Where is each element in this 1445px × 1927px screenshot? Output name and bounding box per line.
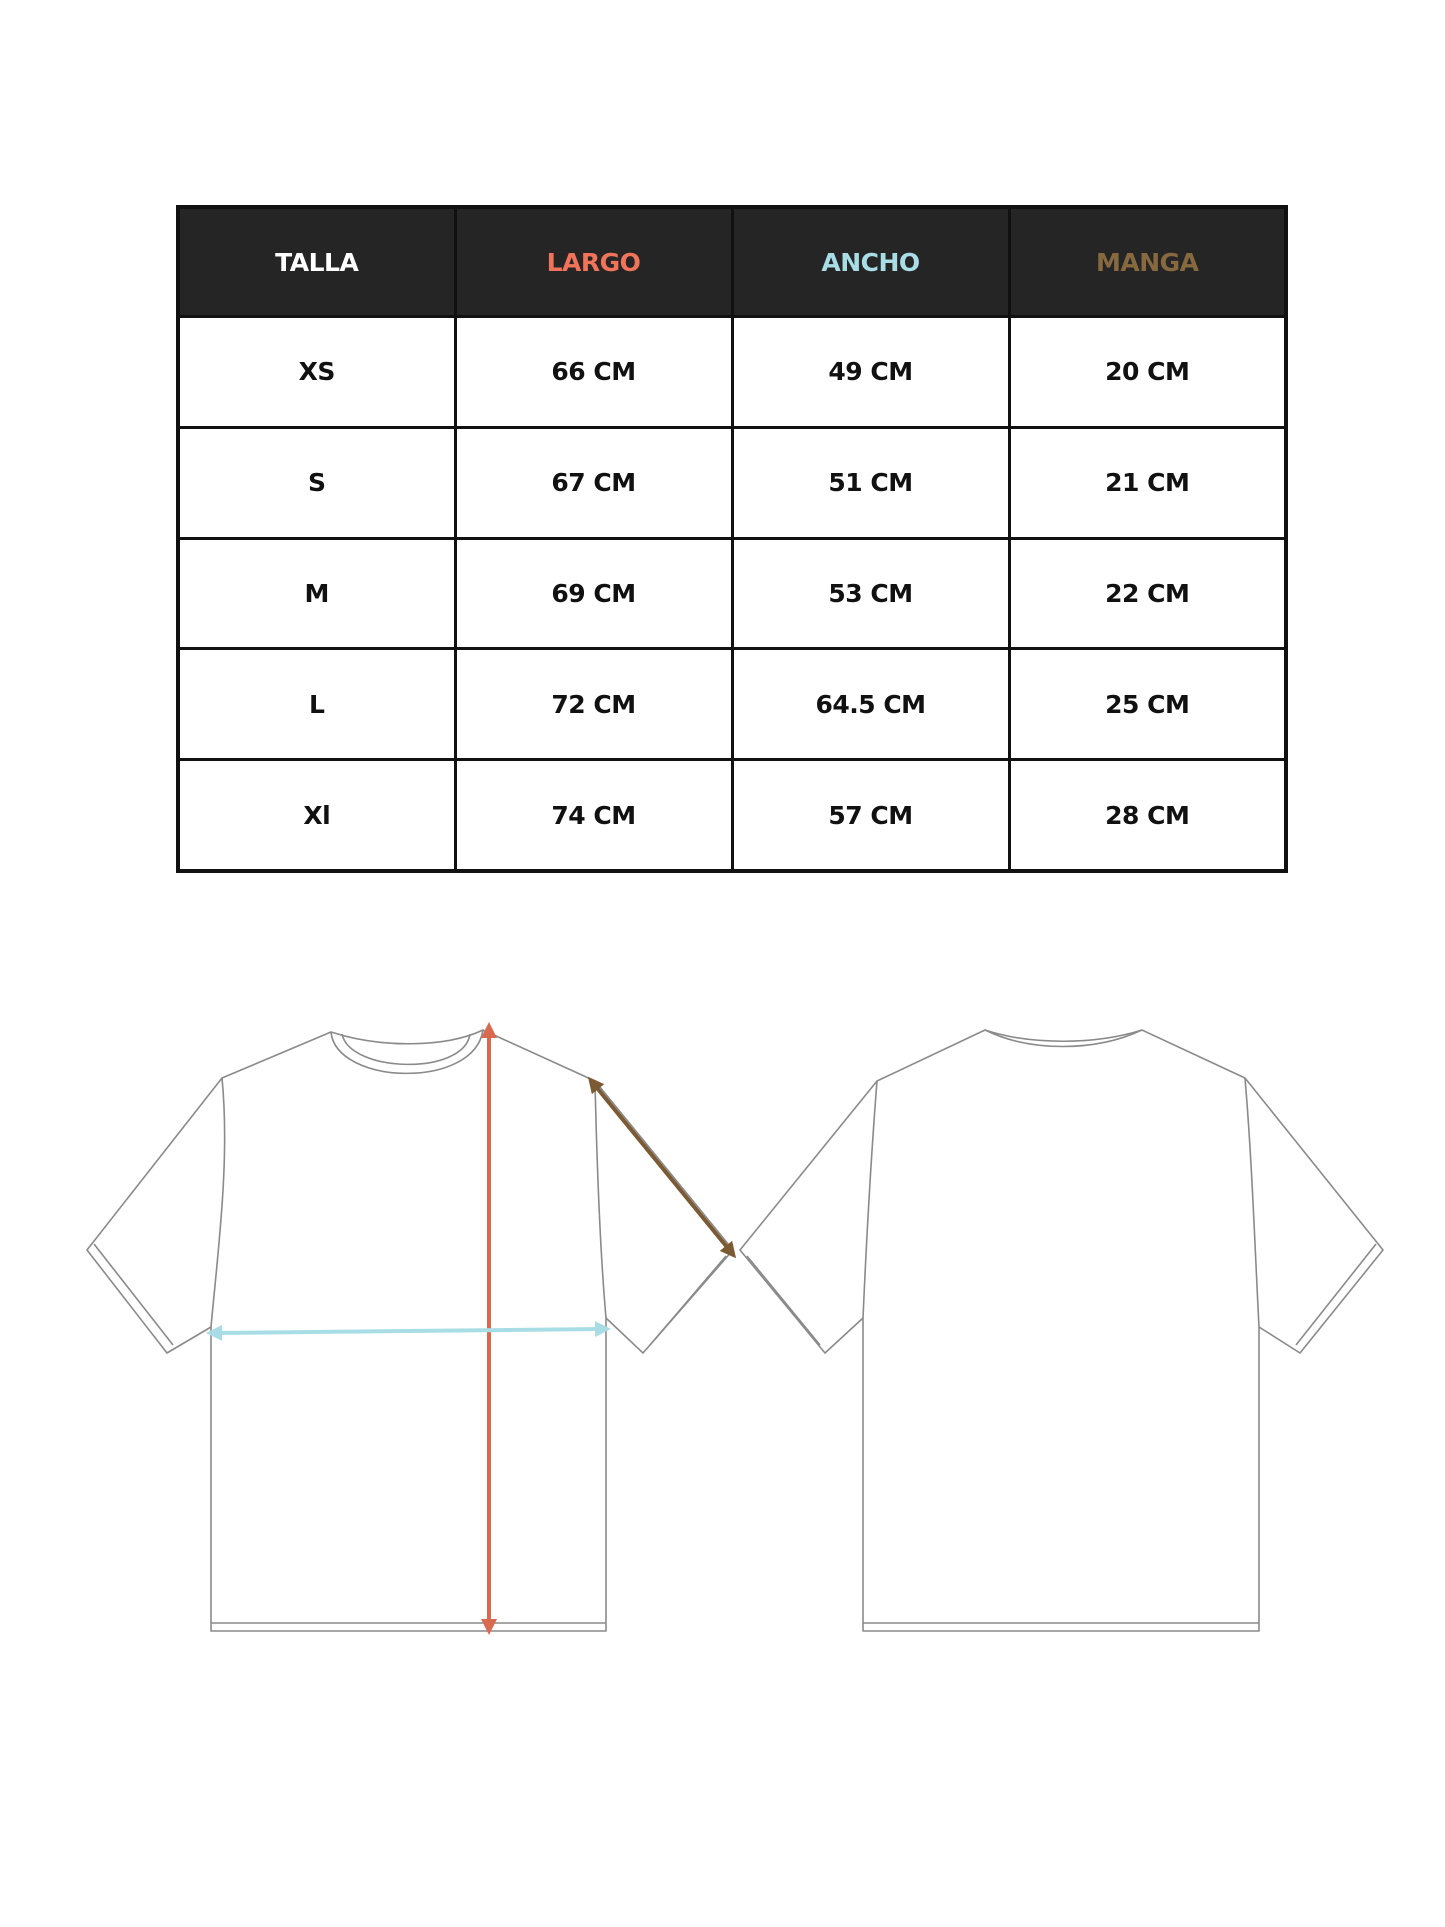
header-talla: TALLA [178,207,455,317]
cell-manga: 21 CM [1009,427,1286,538]
cell-talla: M [178,538,455,649]
cell-talla: S [178,427,455,538]
tshirt-back-icon [740,1030,1383,1631]
table-row [178,427,1286,538]
cell-manga: 22 CM [1009,538,1286,649]
table-row [178,538,1286,649]
header-ancho: ANCHO [732,207,1009,317]
cell-largo: 69 CM [455,538,732,649]
cell-ancho: 64.5 CM [732,649,1009,760]
table-header-row [178,207,1286,317]
cell-manga: 28 CM [1009,760,1286,871]
cell-ancho: 49 CM [732,317,1009,428]
cell-largo: 72 CM [455,649,732,760]
cell-ancho: 51 CM [732,427,1009,538]
cell-manga: 20 CM [1009,317,1286,428]
cell-manga: 25 CM [1009,649,1286,760]
cell-ancho: 53 CM [732,538,1009,649]
table-row [178,649,1286,760]
cell-talla: L [178,649,455,760]
cell-largo: 67 CM [455,427,732,538]
table-row [178,317,1286,428]
cell-largo: 74 CM [455,760,732,871]
cell-largo: 66 CM [455,317,732,428]
header-largo: LARGO [455,207,732,317]
cell-talla: Xl [178,760,455,871]
size-chart-table [176,205,1288,873]
cell-talla: XS [178,317,455,428]
cell-ancho: 57 CM [732,760,1009,871]
tshirt-diagram [0,980,1445,1660]
table-row [178,760,1286,871]
header-manga: MANGA [1009,207,1286,317]
